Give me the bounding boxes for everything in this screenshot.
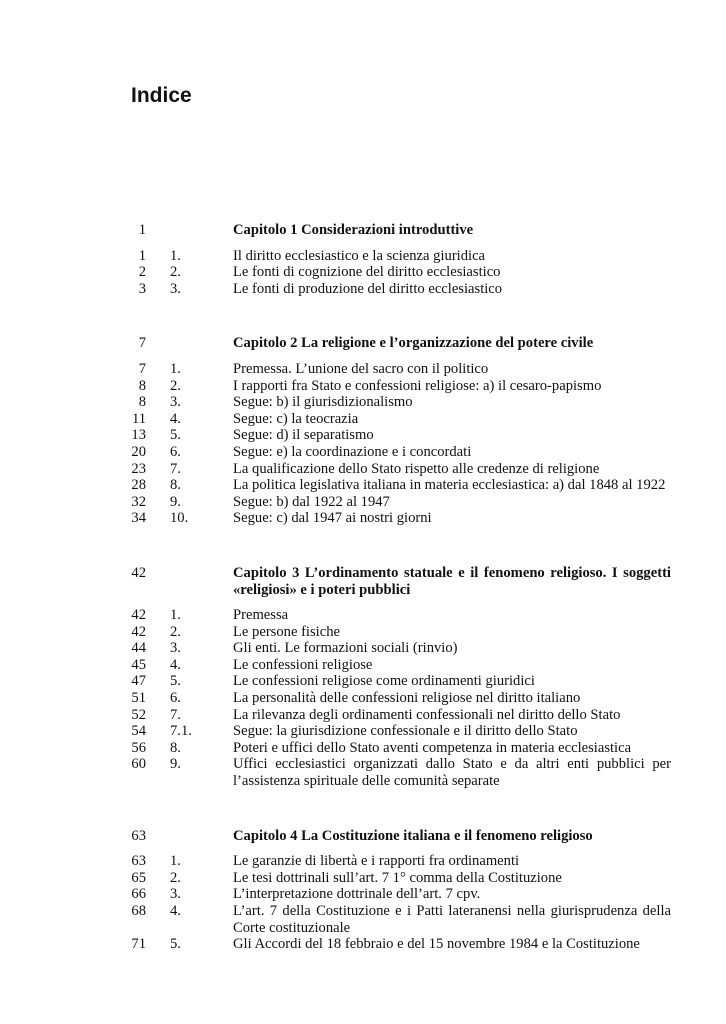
chapter-title: Capitolo 4 La Costituzione italiana e il fenomeno religioso — [233, 827, 593, 844]
toc-entry — [0, 510, 726, 527]
entry-section-number: 8. — [170, 477, 181, 494]
entry-title: Gli Accordi del 18 febbraio e del 15 novembre 1984 e la Costituzione — [233, 936, 640, 953]
page-title: Indice — [131, 84, 192, 107]
entry-section-number: 9. — [170, 756, 181, 773]
entry-title: Le tesi dottrinali sull’art. 7 1° comma della Costituzione — [233, 869, 562, 886]
chapter-heading-row — [0, 565, 726, 598]
entry-page-number: 44 — [131, 640, 146, 657]
entry-page-number: 56 — [131, 739, 146, 756]
entry-page-number: 63 — [131, 853, 146, 870]
entry-title: Premessa. L’unione del sacro con il politico — [233, 360, 489, 377]
entry-section-number: 2. — [170, 869, 181, 886]
toc-chapter — [0, 565, 726, 790]
entry-section-number: 4. — [170, 410, 181, 427]
entry-title: Segue: la giurisdizione confessionale e il diritto dello Stato — [233, 723, 578, 740]
entry-page-number: 11 — [131, 410, 146, 427]
toc-entry — [0, 640, 726, 657]
entry-page-number: 20 — [131, 443, 146, 460]
entry-title: Segue: c) dal 1947 ai nostri giorni — [233, 510, 432, 527]
entry-section-number: 2. — [170, 623, 181, 640]
entry-title: Le fonti di produzione del diritto ecclesiastico — [233, 280, 503, 297]
entry-section-number: 5. — [170, 936, 181, 953]
entry-section-number: 5. — [170, 673, 181, 690]
toc-entry — [0, 673, 726, 690]
entry-title: Gli enti. Le formazioni sociali (rinvio) — [233, 640, 458, 657]
entry-section-number: 3. — [170, 394, 181, 411]
entry-title: Le garanzie di libertà e i rapporti fra ordinamenti — [233, 853, 520, 870]
toc-entry — [0, 444, 726, 461]
entry-page-number: 23 — [131, 460, 146, 477]
entry-page-number: 42 — [131, 607, 146, 624]
entry-section-number: 6. — [170, 690, 181, 707]
entry-title: Uffici ecclesiastici organizzati dallo Stato e da altri enti pubblici per l’assistenza spirituale delle comunità separate — [233, 756, 671, 790]
chapter-title: Capitolo 2 La religione e l’organizzazione del potere civile — [233, 335, 594, 352]
entry-section-number: 4. — [170, 656, 181, 673]
entry-title: Segue: e) la coordinazione e i concordati — [233, 443, 472, 460]
entry-page-number: 65 — [131, 869, 146, 886]
toc-entry — [0, 361, 726, 378]
toc-entry — [0, 427, 726, 444]
entry-title: Le confessioni religiose — [233, 656, 373, 673]
entry-page-number: 28 — [131, 477, 146, 494]
toc-entry — [0, 264, 726, 281]
toc-entry — [0, 886, 726, 903]
entry-section-number: 7.1. — [170, 723, 192, 740]
entry-page-number: 7 — [138, 360, 146, 377]
entry-title: Segue: c) la teocrazia — [233, 410, 359, 427]
toc-chapter — [0, 828, 726, 953]
entry-page-number: 1 — [138, 247, 146, 264]
entry-page-number: 52 — [131, 706, 146, 723]
toc-chapter — [0, 335, 726, 527]
toc-entry — [0, 740, 726, 757]
entry-section-number: 3. — [170, 640, 181, 657]
entry-section-number: 3. — [170, 886, 181, 903]
entry-title: L’art. 7 della Costituzione e i Patti lateranensi nella giurisprudenza della Corte costituzionale — [233, 903, 671, 936]
toc-entry — [0, 657, 726, 674]
toc-entry — [0, 477, 726, 494]
entry-section-number: 7. — [170, 706, 181, 723]
entry-title: Poteri e uffici dello Stato aventi competenza in materia ecclesiastica — [233, 739, 632, 756]
entry-title: Premessa — [233, 607, 289, 624]
toc-entry — [0, 624, 726, 641]
entry-section-number: 5. — [170, 427, 181, 444]
toc-entry — [0, 707, 726, 724]
toc-entry — [0, 378, 726, 395]
entry-page-number: 8 — [138, 377, 146, 394]
toc-entry — [0, 903, 726, 936]
entry-title: La personalità delle confessioni religiose nel diritto italiano — [233, 690, 581, 707]
entry-page-number: 34 — [131, 510, 146, 527]
entry-title: Segue: b) il giurisdizionalismo — [233, 394, 413, 411]
entry-section-number: 7. — [170, 460, 181, 477]
entry-page-number: 42 — [131, 623, 146, 640]
entry-section-number: 1. — [170, 247, 181, 264]
entry-page-number: 3 — [138, 280, 146, 297]
entry-page-number: 71 — [131, 936, 146, 953]
toc-entry — [0, 248, 726, 265]
entry-page-number: 60 — [131, 756, 146, 773]
chapter-title: Capitolo 3 L’ordinamento statuale e il fenomeno religioso. I soggetti «religiosi» e i poteri pubblici — [233, 564, 671, 598]
entry-title: Le confessioni religiose come ordinamenti giuridici — [233, 673, 535, 690]
entry-section-number: 3. — [170, 280, 181, 297]
entry-title: I rapporti fra Stato e confessioni religiose: a) il cesaro-papismo — [233, 377, 602, 394]
entry-page-number: 13 — [131, 427, 146, 444]
entry-page-number: 54 — [131, 723, 146, 740]
chapter-heading-row — [0, 335, 726, 352]
toc-entry — [0, 281, 726, 298]
entry-section-number: 1. — [170, 360, 181, 377]
chapter-heading-row — [0, 222, 726, 239]
entry-page-number: 68 — [131, 903, 146, 919]
toc-entry — [0, 870, 726, 887]
toc-entry — [0, 394, 726, 411]
entry-section-number: 10. — [170, 510, 189, 527]
entry-section-number: 8. — [170, 739, 181, 756]
entry-section-number: 9. — [170, 493, 181, 510]
entry-title: Le fonti di cognizione del diritto ecclesiastico — [233, 264, 501, 281]
entry-page-number: 47 — [131, 673, 146, 690]
entry-section-number: 1. — [170, 853, 181, 870]
entry-title: La politica legislativa italiana in materia ecclesiastica: a) dal 1848 al 1922 — [233, 477, 666, 494]
toc-entry — [0, 936, 726, 953]
chapter-page-number: 7 — [138, 335, 146, 352]
entry-page-number: 45 — [131, 656, 146, 673]
entry-page-number: 32 — [131, 493, 146, 510]
toc-entry — [0, 461, 726, 478]
toc-entry — [0, 607, 726, 624]
chapter-heading-row — [0, 828, 726, 845]
entry-page-number: 2 — [138, 264, 146, 281]
chapter-page-number: 1 — [138, 222, 146, 238]
entry-title: Il diritto ecclesiastico e la scienza giuridica — [233, 247, 486, 264]
entry-section-number: 6. — [170, 443, 181, 460]
entry-title: Le persone fisiche — [233, 623, 340, 640]
toc-entry — [0, 853, 726, 870]
toc-chapter — [0, 222, 726, 297]
toc-entry — [0, 690, 726, 707]
toc-entry — [0, 411, 726, 428]
chapter-page-number: 42 — [131, 564, 146, 581]
entry-page-number: 51 — [131, 690, 146, 707]
entry-title: La rilevanza degli ordinamenti confessionali nel diritto dello Stato — [233, 706, 621, 723]
chapter-title: Capitolo 1 Considerazioni introduttive — [233, 222, 474, 238]
entry-title: Segue: b) dal 1922 al 1947 — [233, 493, 390, 510]
toc-entry — [0, 756, 726, 789]
entry-section-number: 4. — [170, 903, 181, 919]
entry-page-number: 8 — [138, 394, 146, 411]
table-of-contents — [0, 222, 726, 991]
entry-title: La qualificazione dello Stato rispetto alle credenze di religione — [233, 460, 600, 477]
entry-page-number: 66 — [131, 886, 146, 903]
entry-title: Segue: d) il separatismo — [233, 427, 374, 444]
entry-section-number: 1. — [170, 607, 181, 624]
entry-section-number: 2. — [170, 264, 181, 281]
entry-section-number: 2. — [170, 377, 181, 394]
toc-entry — [0, 494, 726, 511]
entry-title: L’interpretazione dottrinale dell’art. 7 cpv. — [233, 886, 481, 903]
toc-entry — [0, 723, 726, 740]
chapter-page-number: 63 — [131, 827, 146, 844]
